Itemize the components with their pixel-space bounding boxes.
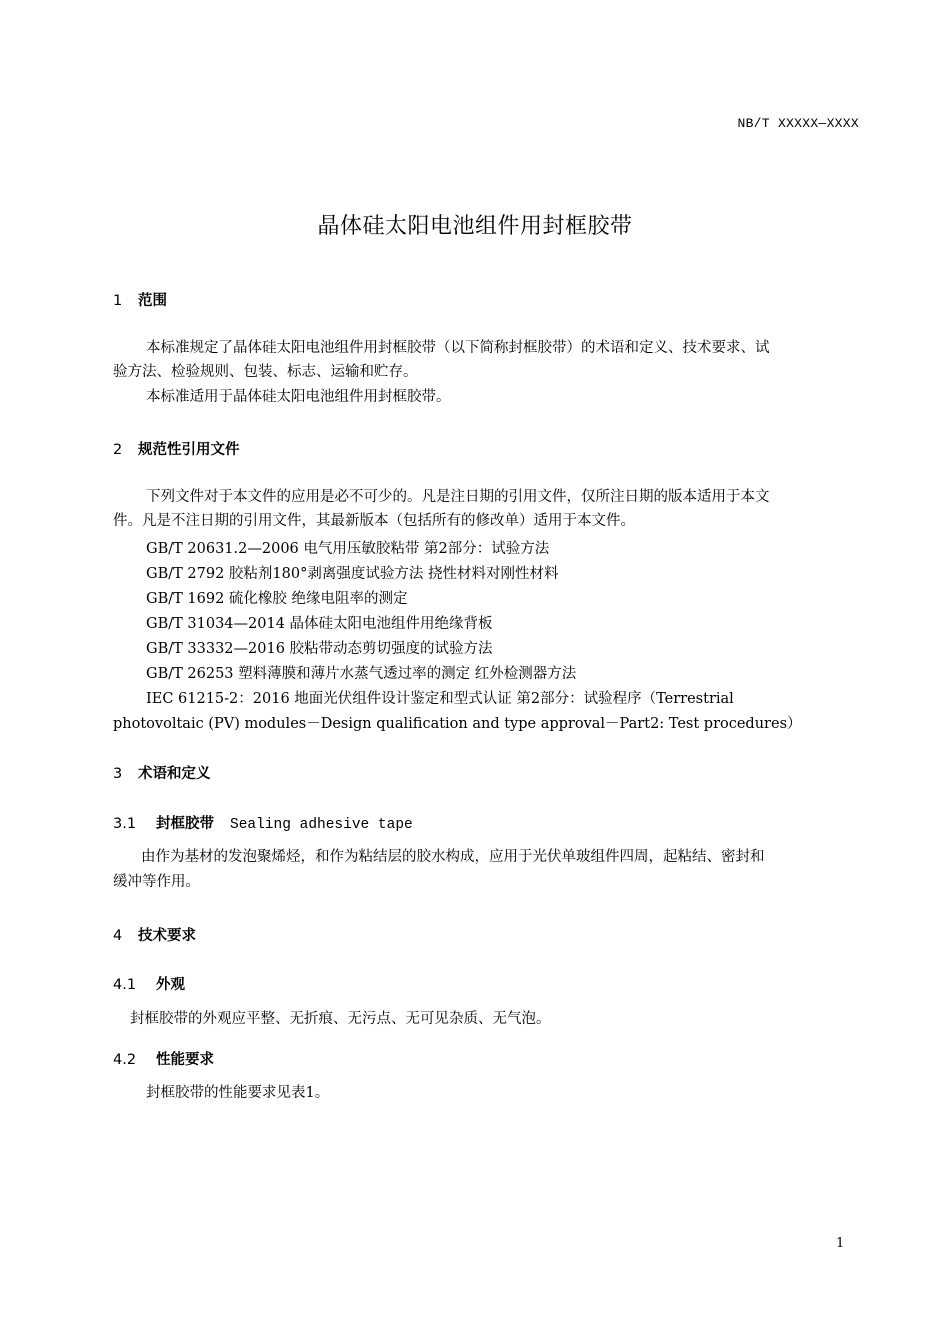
reference-item: GB/T 31034—2014 晶体硅太阳电池组件用绝缘背板	[146, 616, 493, 632]
section-2-heading	[113, 438, 240, 459]
section-title: 规范性引用文件	[138, 442, 240, 458]
reference-item: IEC 61215-2：2016 地面光伏组件设计鉴定和型式认证 第2部分：试验程序（Terrestrial	[146, 691, 734, 707]
section-number: 3	[113, 766, 123, 782]
term-name-english: Sealing adhesive tape	[230, 817, 413, 833]
subsection-4-2-heading	[113, 1048, 214, 1069]
section-number: 1	[113, 293, 123, 309]
reference-item: GB/T 26253 塑料薄膜和薄片水蒸气透过率的测定 红外检测器方法	[146, 666, 577, 682]
subsection-4-1-heading	[113, 973, 185, 994]
section-1-heading	[113, 289, 167, 310]
reference-item: GB/T 2792 胶粘剂180°剥离强度试验方法 挠性材料对刚性材料	[146, 566, 559, 582]
section-title: 范围	[138, 293, 167, 309]
subsection-number: 4.1	[113, 977, 137, 993]
term-name: 封框胶带	[156, 816, 214, 832]
standard-number: NB/T XXXXX—XXXX	[737, 116, 859, 131]
subsection-3-1-heading	[113, 812, 413, 833]
paragraph-line: 件。凡是不注日期的引用文件，其最新版本（包括所有的修改单）适用于本文件。	[113, 513, 635, 529]
paragraph-line: 下列文件对于本文件的应用是必不可少的。凡是注日期的引用文件，仅所注日期的版本适用于本文	[146, 489, 770, 505]
section-number: 2	[113, 442, 123, 458]
reference-item: GB/T 33332—2016 胶粘带动态剪切强度的试验方法	[146, 641, 493, 657]
paragraph-line: 本标准适用于晶体硅太阳电池组件用封框胶带。	[146, 389, 451, 405]
paragraph-line: 封框胶带的外观应平整、无折痕、无污点、无可见杂质、无气泡。	[130, 1011, 551, 1027]
section-number: 4	[113, 928, 123, 944]
section-3-heading	[113, 762, 211, 783]
subsection-number: 3.1	[113, 816, 137, 832]
section-title: 术语和定义	[138, 766, 211, 782]
subsection-title: 性能要求	[156, 1052, 214, 1068]
paragraph-line: 由作为基材的发泡聚烯烃，和作为粘结层的胶水构成，应用于光伏单玻组件四周，起粘结、密封和	[141, 849, 765, 865]
section-4-heading	[113, 924, 196, 945]
reference-item: GB/T 20631.2—2006 电气用压敏胶粘带 第2部分：试验方法	[146, 541, 550, 557]
subsection-number: 4.2	[113, 1052, 137, 1068]
document-title: 晶体硅太阳电池组件用封框胶带	[317, 214, 633, 239]
reference-item: GB/T 1692 硫化橡胶 绝缘电阻率的测定	[146, 591, 408, 607]
paragraph-line: 缓冲等作用。	[113, 874, 200, 890]
page-number: 1	[836, 1236, 845, 1251]
paragraph-line: 本标准规定了晶体硅太阳电池组件用封框胶带（以下简称封框胶带）的术语和定义、技术要求、试	[146, 340, 770, 356]
reference-item-continued: photovoltaic (PV) modules－Design qualification and type approval－Part2: Test procedures）	[113, 716, 802, 732]
subsection-title: 外观	[156, 977, 185, 993]
section-title: 技术要求	[138, 928, 196, 944]
paragraph-line: 封框胶带的性能要求见表1。	[146, 1085, 330, 1101]
paragraph-line: 验方法、检验规则、包装、标志、运输和贮存。	[113, 364, 418, 380]
